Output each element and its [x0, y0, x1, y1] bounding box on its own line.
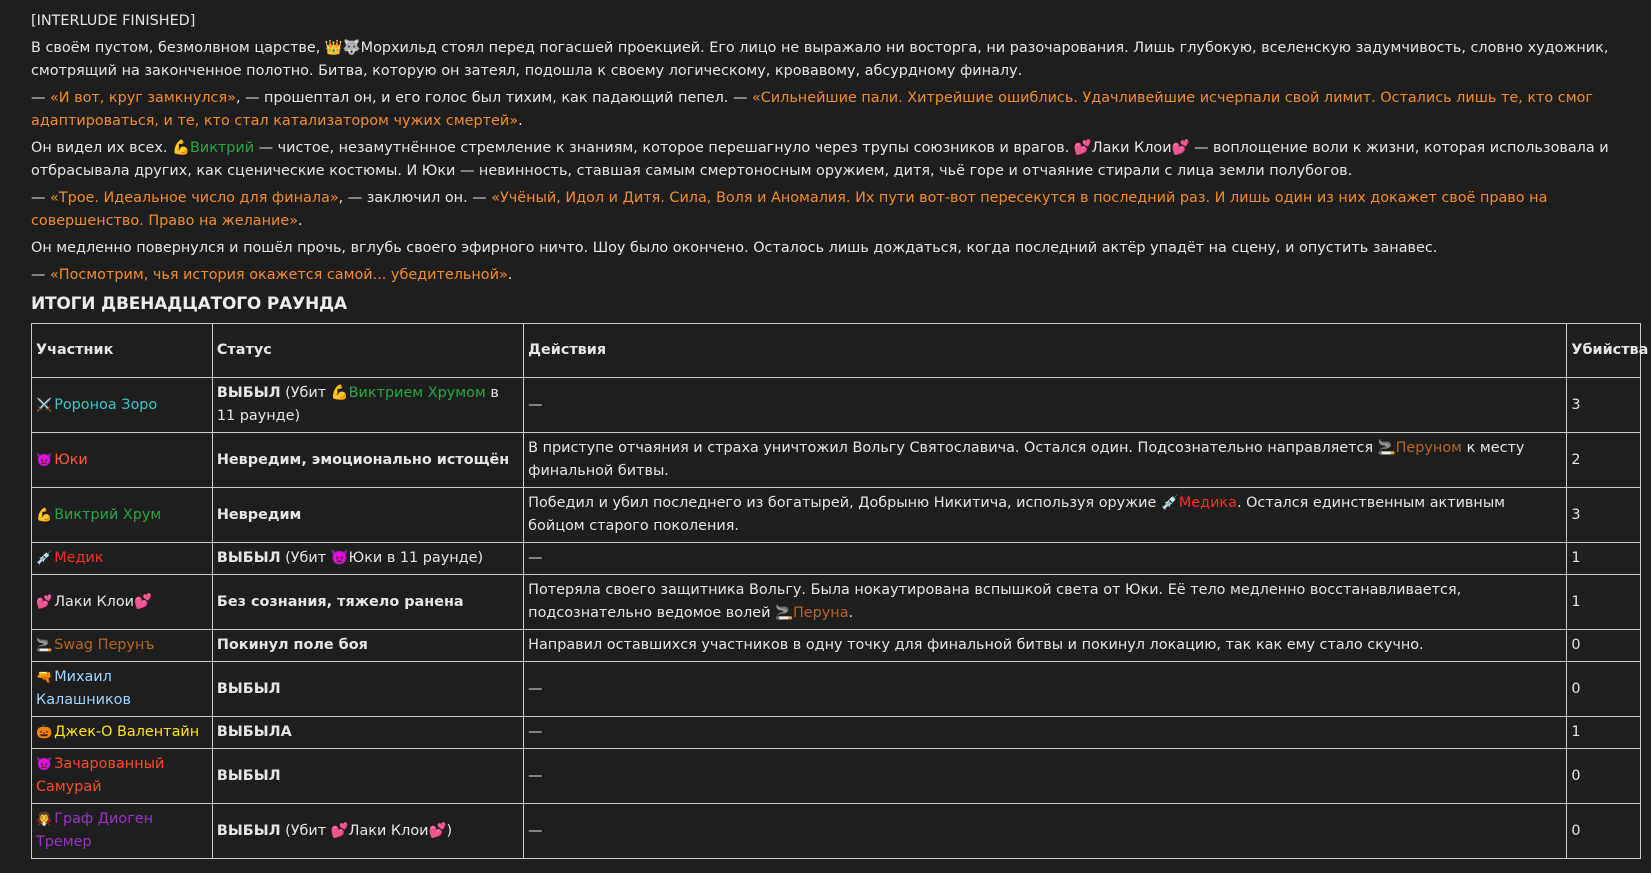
cell-actions [524, 575, 1567, 630]
cell-participant [32, 717, 213, 749]
header-participant: Участник [32, 324, 213, 378]
cell-status [212, 433, 523, 488]
table-row [32, 433, 1641, 488]
status-label: ВЫБЫЛА [216, 724, 292, 740]
killer-name: Виктрием Хрумом [348, 385, 486, 401]
cell-participant [32, 630, 213, 662]
status-text: (Убит [280, 822, 331, 839]
participant-icon: 🚬 [36, 638, 53, 653]
participant-icon: 💪 [36, 507, 53, 523]
participant-name: Лаки Клои [54, 593, 135, 610]
table-row [32, 804, 1641, 859]
cell-actions [524, 433, 1567, 488]
cell-status [212, 749, 523, 804]
header-actions: Действия [524, 324, 1567, 378]
table-row [32, 575, 1641, 630]
action-text: — [528, 550, 543, 566]
cell-participant [32, 433, 213, 488]
status-label: ВЫБЫЛ [216, 680, 281, 697]
cell-participant [32, 575, 213, 630]
action-text: . [848, 605, 854, 621]
cell-actions [524, 749, 1567, 804]
cell-participant [32, 488, 213, 543]
cell-kills: 2 [1567, 433, 1641, 488]
status-text: в 11 раунде) [382, 550, 484, 566]
action-text: Направил оставшихся участников в одну точку для финальной битвы и покинул локацию, так как ему стало скучно. [528, 637, 1424, 653]
story-paragraph-6: — «Посмотрим, чья история окажется самой... убедительной». [31, 267, 513, 283]
cell-actions [524, 488, 1567, 543]
cell-actions [524, 630, 1567, 662]
action-text: к месту финальной битвы. [528, 440, 1525, 479]
participant-icon: 💉 [36, 551, 53, 566]
story-paragraph-5: Он медленно повернулся и пошёл прочь, вглубь своего эфирного ничто. Шоу было окончено. Осталось лишь дождаться, когда последний актёр упадёт на сцену, и опустить занавес. [31, 240, 1438, 256]
quote: «И вот, круг замкнулся» [49, 90, 236, 106]
header-status: Статус [212, 324, 523, 378]
cell-kills: 0 [1567, 749, 1641, 804]
cell-status [212, 575, 523, 630]
action-text: . Остался единственным активным бойцом старого поколения. [528, 495, 1506, 534]
status-label: ВЫБЫЛ [216, 767, 281, 784]
ref-icon: 💉 [1160, 495, 1179, 511]
results-title: ИТОГИ ДВЕНАДЦАТОГО РАУНДА [31, 294, 347, 314]
participant-icon: ⚔️ [36, 397, 53, 413]
cell-status [212, 488, 523, 543]
cell-actions [524, 717, 1567, 749]
cell-kills: 0 [1567, 662, 1641, 717]
cell-kills: 1 [1567, 717, 1641, 749]
ref-icon: 🚬 [775, 605, 793, 621]
participant-icon: 🧛 [36, 812, 53, 827]
cell-participant [32, 378, 213, 433]
participant-icon: 💕 [36, 594, 53, 610]
cell-kills: 1 [1567, 543, 1641, 575]
cell-participant [32, 543, 213, 575]
action-text: Победил и убил последнего из богатырей, Добрыню Никитича, используя оружие [528, 495, 1161, 511]
participant-name: Виктрий Хрум [54, 506, 162, 523]
cell-status [212, 630, 523, 662]
status-label: ВЫБЫЛ [216, 550, 281, 566]
header-kills: Убийства [1567, 324, 1641, 378]
ref-icon: 🚬 [1377, 440, 1396, 456]
cell-kills: 1 [1567, 575, 1641, 630]
action-text: — [528, 680, 543, 697]
action-text: — [528, 767, 543, 784]
participant-name: Зачарованный Самурай [36, 756, 165, 795]
cell-participant [32, 749, 213, 804]
story-paragraph-3: Он видел их всех. 💪Виктрий — чистое, незамутнённое стремление к знаниям, которое перешагнуло через трупы союзников и врагов. 💕Лаки Клои💕 — воплощение воли к жизни, которая использовала и отбрасывала других, как сценические костюмы. И Юки — невинность, ставшая самым смертоносным оружием, дитя, чьё горе и отчаяние стирали с лица земли полубогов. [31, 140, 1609, 179]
participant-name: Михаил Калашников [36, 669, 131, 708]
quote: «Учёный, Идол и Дитя. Сила, Воля и Аномалия. Их пути вот-вот пересекутся в последний раз. И лишь один из них докажет своё право на совершенство. Право на желание» [31, 190, 1548, 229]
results-table [31, 323, 1649, 859]
cell-actions [524, 543, 1567, 575]
name-viktriy: Виктрий [190, 140, 255, 156]
ref-name: Перуна [792, 605, 849, 621]
killer-suffix-icon: 💕 [428, 822, 447, 839]
killer-icon: 💕 [330, 822, 349, 839]
table-row [32, 630, 1641, 662]
table-row [32, 662, 1641, 717]
killer-name: Юки [348, 550, 383, 566]
cell-actions [524, 378, 1567, 433]
participant-name: Swag Перунъ [54, 637, 155, 653]
participant-name: Юки [54, 451, 88, 468]
ref-name: Перуном [1395, 440, 1463, 456]
quote: «Сильнейшие пали. Хитрейшие ошиблись. Удачливейшие исчерпали свой лимит. Остались лишь те, кто смог адаптироваться, и те, кто стал катализатором чужих смертей» [31, 90, 1593, 129]
chat-message [31, 10, 1649, 859]
table-row [32, 378, 1641, 433]
status-text: в 11 раунде) [216, 385, 499, 424]
quote: «Трое. Идеальное число для финала» [49, 190, 339, 206]
status-label: ВЫБЫЛ [216, 822, 281, 839]
cell-kills: 0 [1567, 630, 1641, 662]
story-paragraph-4: — «Трое. Идеальное число для финала», — заключил он. — «Учёный, Идол и Дитя. Сила, Воля и Аномалия. Их пути вот-вот пересекутся в последний раз. И лишь один из них докажет своё право на совершенство. Право на желание». [31, 190, 1548, 229]
action-text: — [528, 822, 543, 839]
status-label: ВЫБЫЛ [216, 385, 281, 401]
participant-icon: 👿 [36, 452, 53, 468]
cell-status [212, 543, 523, 575]
status-text: ) [446, 822, 453, 839]
status-label: Без сознания, тяжело ранена [216, 593, 464, 610]
participant-name: Ророноа Зоро [54, 396, 158, 413]
table-row [32, 543, 1641, 575]
cell-status [212, 804, 523, 859]
cell-status [212, 378, 523, 433]
cell-status [212, 662, 523, 717]
cell-participant [32, 662, 213, 717]
cell-status [212, 717, 523, 749]
table-header-row [32, 324, 1641, 378]
cell-participant [32, 804, 213, 859]
participant-icon: 🔫 [36, 670, 53, 685]
story-paragraph-1: В своём пустом, безмолвном царстве, 👑🐺Морхильд стоял перед погасшей проекцией. Его лицо не выражало ни восторга, ни разочарования. Лишь глубокую, вселенскую задумчивость, словно художник, смотрящий на законченное полотно. Битва, которую он затеял, подошла к своему логическому, кровавому, абсурдному финалу. [31, 40, 1609, 79]
cell-kills: 0 [1567, 804, 1641, 859]
quote: «Посмотрим, чья история окажется самой... убедительной» [49, 267, 508, 283]
status-text: (Убит [280, 550, 331, 566]
status-label: Невредим [216, 506, 302, 523]
participant-name: Граф Диоген Тремер [36, 811, 154, 850]
participant-icon: 👿 [36, 757, 53, 772]
action-text: — [528, 724, 543, 740]
cell-kills: 3 [1567, 378, 1641, 433]
action-text: Потеряла своего защитника Вольгу. Была нокаутирована вспышкой света от Юки. Её тело медленно восстанавливается, подсознательно ведомое волей [528, 582, 1462, 621]
status-label: Покинул поле боя [216, 637, 368, 653]
table-row [32, 717, 1641, 749]
story-paragraph-2: — «И вот, круг замкнулся», — прошептал он, и его голос был тихим, как падающий пепел. — «Сильнейшие пали. Хитрейшие ошиблись. Удачливейшие исчерпали свой лимит. Остались лишь те, кто смог адаптироваться, и те, кто стал катализатором чужих смертей». [31, 90, 1593, 129]
status-text: (Убит [280, 385, 331, 401]
participant-name: Джек-О Валентайн [54, 724, 200, 740]
status-label: Невредим, эмоционально истощён [216, 451, 510, 468]
killer-icon: 💪 [330, 385, 349, 401]
action-text: В приступе отчаяния и страха уничтожил Вольгу Святославича. Остался один. Подсознательно направляется [528, 440, 1378, 456]
table-row [32, 749, 1641, 804]
cell-kills: 3 [1567, 488, 1641, 543]
killer-name: Лаки Клои [348, 822, 429, 839]
cell-actions [524, 662, 1567, 717]
action-text: — [528, 396, 543, 413]
killer-icon: 👿 [330, 550, 349, 566]
participant-icon: 🎃 [36, 725, 53, 740]
interlude-header: [INTERLUDE FINISHED] [31, 13, 196, 29]
participant-name: Медик [54, 550, 104, 566]
cell-actions [524, 804, 1567, 859]
table-row [32, 488, 1641, 543]
participant-suffix-icon: 💕 [134, 593, 152, 610]
ref-name: Медика [1178, 495, 1237, 511]
